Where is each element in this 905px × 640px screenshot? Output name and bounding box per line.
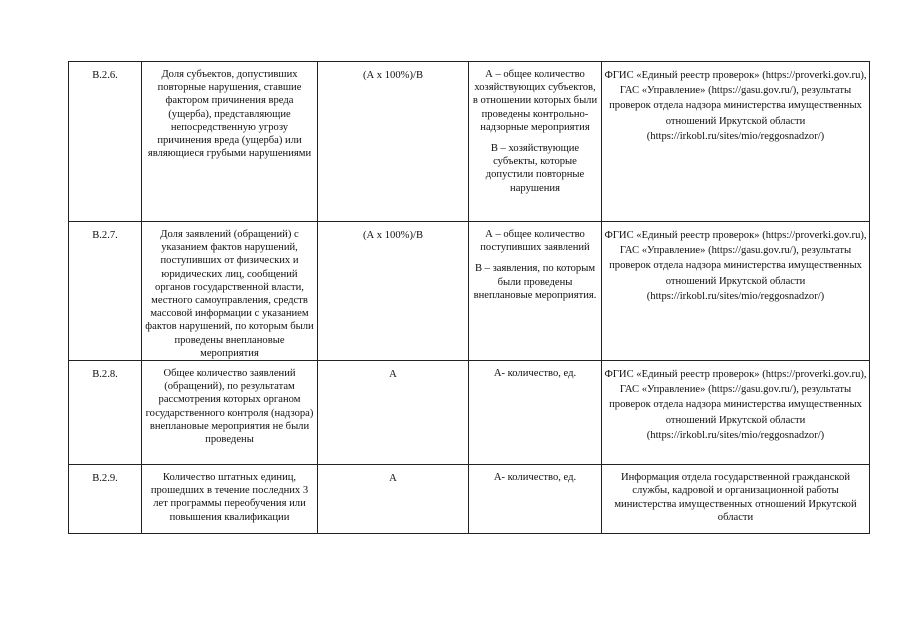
variable-description: А- количество, ед. — [493, 472, 577, 484]
indicator-formula: (А х 100%)/В — [318, 62, 469, 222]
indicator-code: В.2.6. — [69, 62, 142, 222]
variable-description: В – хозяйствующие субъекты, которые допустили повторные нарушения — [485, 143, 585, 194]
indicator-name: Количество штатных единиц, прошедших в течение последних 3 лет программы переобучения или повышения квалификации — [142, 465, 318, 534]
variable-description: А- количество, ед. — [493, 368, 577, 380]
table-row — [69, 465, 870, 534]
indicator-code: В.2.7. — [69, 222, 142, 361]
indicator-variables — [469, 222, 602, 361]
indicator-formula: А — [318, 465, 469, 534]
variable-description: В – заявления, по которым были проведены внеплановые мероприятия. — [473, 263, 597, 301]
indicators-table — [68, 61, 870, 534]
indicator-name: Общее количество заявлений (обращений), по результатам рассмотрения которых органом государственного контроля (надзора) внеплановые мероприятия не были проведены — [142, 361, 318, 465]
indicator-name: Доля заявлений (обращений) с указанием фактов нарушений, поступивших от физических и юридических лиц, сообщений органов государственной власти, местного самоуправления, средств массовой информации с указанием фактов нарушений, по которым были проведены внеплановые мероприятия — [142, 222, 318, 361]
indicator-name: Доля субъектов, допустивших повторные нарушения, ставшие фактором причинения вреда (ущерба), представляющие непосредственную угрозу причинения вреда (ущерба) или являющиеся грубыми нарушениями — [142, 62, 318, 222]
indicator-code: В.2.9. — [69, 465, 142, 534]
indicator-variables — [469, 465, 602, 534]
variable-description: А – общее количество хозяйствующих субъектов, в отношении которых были проведены контрольно-надзорные мероприятия — [472, 69, 598, 133]
indicator-code: В.2.8. — [69, 361, 142, 465]
indicator-formula: (А х 100%)/В — [318, 222, 469, 361]
indicator-source: ФГИС «Единый реестр проверок» (https://proverki.gov.ru), ГАС «Управление» (https://gasu.gov.ru/), результаты проверок отдела надзора министерства имущественных отношений Иркутской области (https://irkobl.ru/sites/mio/reggosnadzor/) — [602, 62, 870, 222]
indicator-source: ФГИС «Единый реестр проверок» (https://proverki.gov.ru), ГАС «Управление» (https://gasu.gov.ru/), результаты проверок отдела надзора министерства имущественных отношений Иркутской области (https://irkobl.ru/sites/mio/reggosnadzor/) — [602, 222, 870, 361]
indicator-source: ФГИС «Единый реестр проверок» (https://proverki.gov.ru), ГАС «Управление» (https://gasu.gov.ru/), результаты проверок отдела надзора министерства имущественных отношений Иркутской области (https://irkobl.ru/sites/mio/reggosnadzor/) — [602, 361, 870, 465]
variable-description: А – общее количество поступивших заявлений — [480, 229, 590, 254]
indicator-formula: А — [318, 361, 469, 465]
indicator-source: Информация отдела государственной гражданской службы, кадровой и организационной работы министерства имущественных отношений Иркутской области — [602, 465, 870, 534]
indicator-variables — [469, 361, 602, 465]
table-row — [69, 361, 870, 465]
table-row — [69, 62, 870, 222]
indicator-variables — [469, 62, 602, 222]
table-row — [69, 222, 870, 361]
